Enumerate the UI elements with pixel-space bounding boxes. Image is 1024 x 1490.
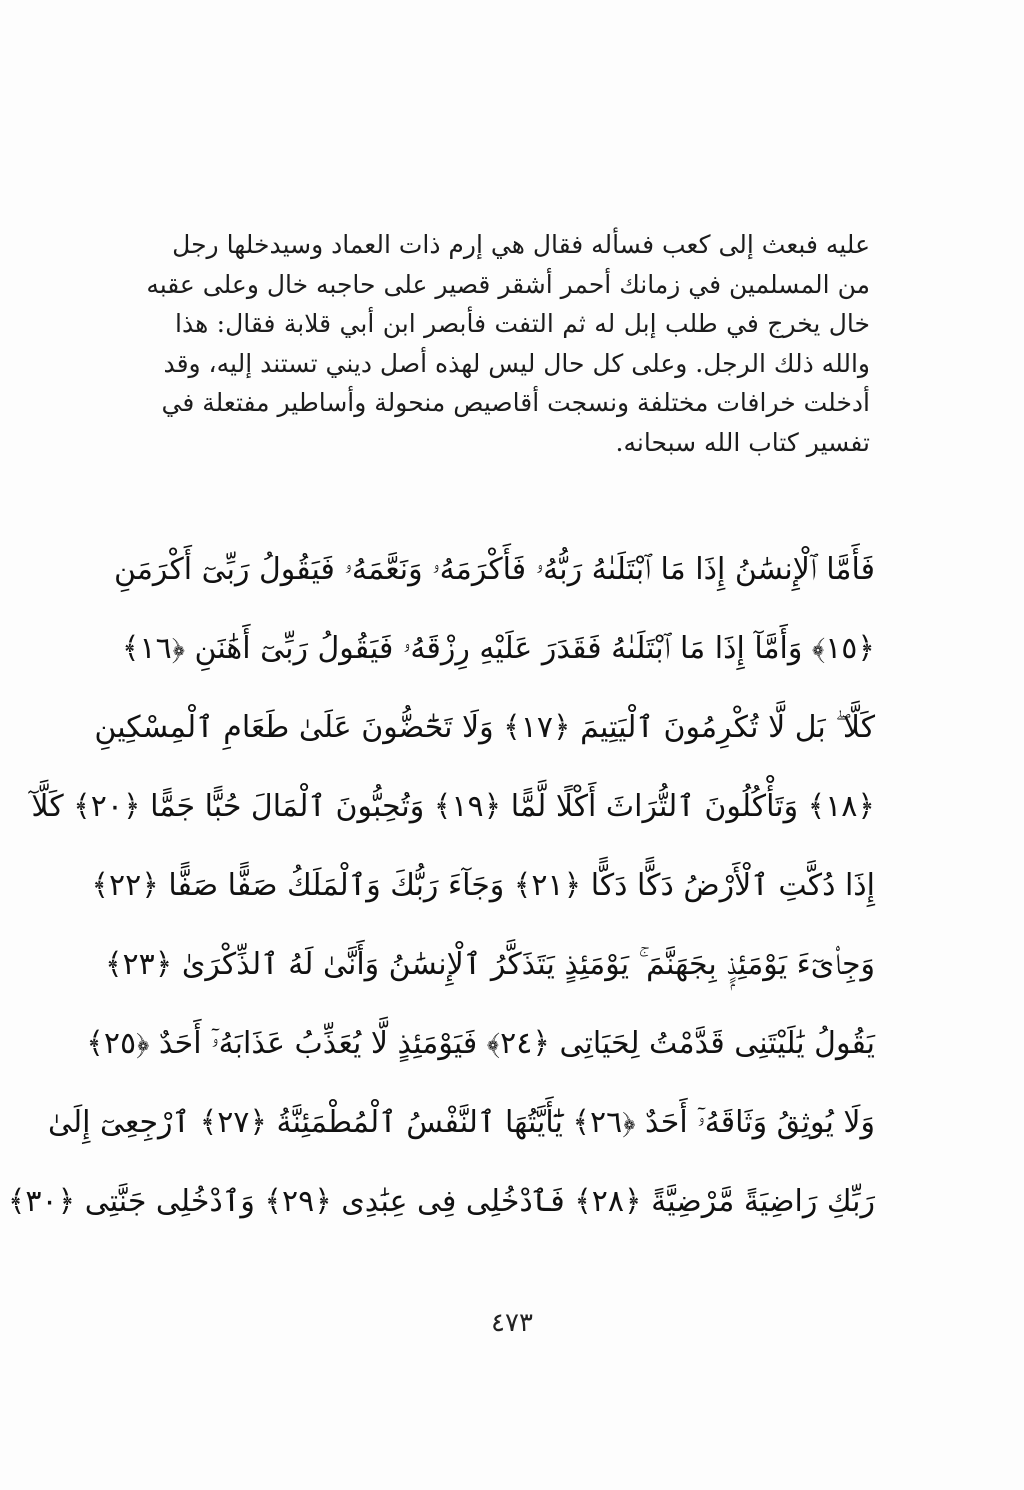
verse-line: يَقُولُ يَٰلَيْتَنِى قَدَّمْتُ لِحَيَاتِى ﴿٢٤﴾ فَيَوْمَئِذٍ لَّا يُعَذِّبُ عَذَابَهُۥٓ أَحَدٌ ﴿٢٥﴾ (86, 1026, 875, 1061)
commentary-line: من المسلمين في زمانك أحمر أشقر قصير على حاجبه خال وعلى عقبه (146, 269, 870, 299)
verse-line: إِذَا دُكَّتِ ٱلْأَرْضُ دَكًّا دَكًّا ﴿٢١﴾ وَجَآءَ رَبُّكَ وَٱلْمَلَكُ صَفًّا صَفًّا ﴿٢٢﴾ (91, 868, 875, 903)
verse-line: ﴿١٨﴾ وَتَأْكُلُونَ ٱلتُّرَاثَ أَكْلًا لَّمًّا ﴿١٩﴾ وَتُحِبُّونَ ٱلْمَالَ حُبًّا جَمًّا ﴿٢٠﴾ كَلَّآ (31, 789, 875, 824)
commentary-line: أدخلت خرافات مختلفة ونسجت أقاصيص منحولة وأساطير مفتعلة في (161, 388, 870, 417)
commentary-line: والله ذلك الرجل. وعلى كل حال ليس لهذه أصل ديني تستند إليه، وقد (163, 348, 870, 378)
commentary-line: عليه فبعث إلى كعب فسأله فقال هي إرم ذات العماد وسيدخلها رجل (172, 230, 870, 259)
verse-line: ﴿١٥﴾ وَأَمَّآ إِذَا مَا ٱبْتَلَىٰهُ فَقَدَرَ عَلَيْهِ رِزْقَهُۥ فَيَقُولُ رَبِّىٓ أَهَٰنَنِ ﴿١٦﴾ (121, 631, 875, 666)
verse-line: رَبِّكِ رَاضِيَةً مَّرْضِيَّةً ﴿٢٨﴾ فَٱدْخُلِى فِى عِبَٰدِى ﴿٢٩﴾ وَٱدْخُلِى جَنَّتِى ﴿٣٠﴾ (7, 1184, 875, 1219)
quran-verses-block (7, 530, 875, 1241)
verse-line: كَلَّا ۖ بَل لَّا تُكْرِمُونَ ٱلْيَتِيمَ ﴿١٧﴾ وَلَا تَحَٰٓضُّونَ عَلَىٰ طَعَامِ ٱلْمِسْكِينِ (94, 710, 875, 745)
commentary-paragraph (146, 225, 870, 462)
commentary-line: تفسير كتاب الله سبحانه. (615, 427, 870, 457)
verse-line: وَجِا۟ىٓءَ يَوْمَئِذٍۭ بِجَهَنَّمَ ۚ يَوْمَئِذٍ يَتَذَكَّرُ ٱلْإِنسَٰنُ وَأَنَّىٰ لَهُ ٱلذِّكْرَىٰ ﴿٢٣﴾ (104, 947, 875, 982)
verse-line: وَلَا يُوثِقُ وَثَاقَهُۥٓ أَحَدٌ ﴿٢٦﴾ يَٰٓأَيَّتُهَا ٱلنَّفْسُ ٱلْمُطْمَئِنَّةُ ﴿٢٧﴾ ٱرْجِعِىٓ إِلَىٰ (47, 1105, 875, 1140)
verse-line: فَأَمَّا ٱلْإِنسَٰنُ إِذَا مَا ٱبْتَلَىٰهُ رَبُّهُۥ فَأَكْرَمَهُۥ وَنَعَّمَهُۥ فَيَقُولُ رَبِّىٓ أَكْرَمَنِ (114, 552, 875, 587)
commentary-line: خال يخرج في طلب إبل له ثم التفت فأبصر ابن أبي قلابة فقال: هذا (175, 309, 870, 338)
page-number: ٤٧٣ (491, 1308, 533, 1338)
